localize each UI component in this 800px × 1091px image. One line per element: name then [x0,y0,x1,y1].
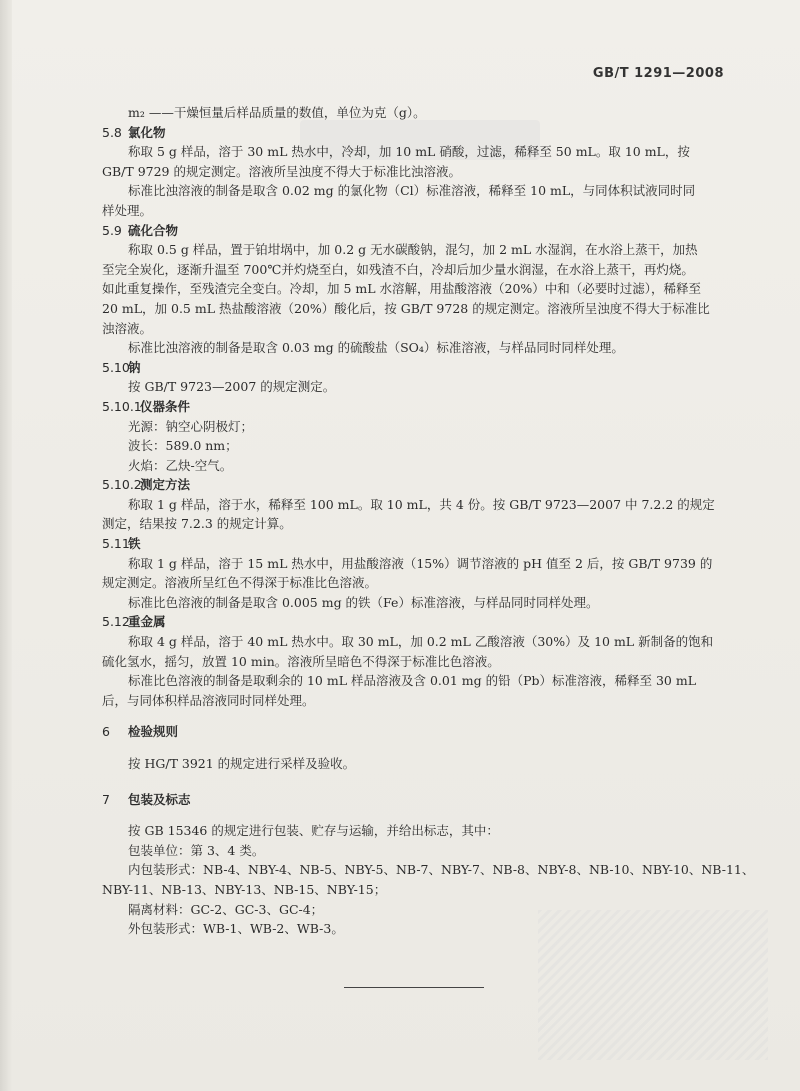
paragraph-line: 按 GB/T 9723—2007 的规定测定。 [128,379,336,395]
paragraph-line: 光源：钠空心阴极灯； [128,418,254,434]
paragraph-line: 波长：589.0 nm； [128,438,238,454]
paragraph-line: 样处理。 [102,202,153,218]
section-heading-5-10-2 [102,475,727,495]
paragraph-line: 称取 1 g 样品，溶于水，稀释至 100 mL。取 10 mL，共 4 份。按 GB/T 9723—2007 中 7.2.2 的规定 [128,496,715,512]
section-number: 5.10 [102,359,130,375]
paragraph-line: 称取 5 g 样品，溶于 30 mL 热水中，冷却，加 10 mL 硝酸，过滤，稀释至 50 mL。取 10 mL，按 [128,144,690,160]
chapter-heading-7 [102,790,727,810]
paragraph-line: 规定测定。溶液所呈红色不得深于标准比色溶液。 [102,575,378,591]
paragraph-line: 火焰：乙炔-空气。 [128,457,233,473]
paragraph-line: 外包装形式：WB-1、WB-2、WB-3。 [128,921,344,937]
section-number: 5.8 [102,124,122,140]
section-heading-5-10 [102,358,727,378]
section-number: 5.10.1 [102,398,142,414]
paragraph-line: 浊溶液。 [102,320,153,336]
symbol-definition: m₂ ——干燥恒量后样品质量的数值，单位为克（g）。 [128,105,426,120]
chapter-number: 6 [102,724,110,740]
section-number: 5.11 [102,536,130,552]
chapter-title: 包装及标志 [128,791,191,807]
paragraph-line: 20 mL，加 0.5 mL 热盐酸溶液（20%）酸化后，按 GB/T 9728 的规定测定。溶液所呈浊度不得大于标准比 [102,300,710,316]
section-heading-5-10-1 [102,397,727,417]
standard-code: GB/T 1291—2008 [592,66,724,81]
paragraph-line: 按 HG/T 3921 的规定进行采样及验收。 [128,756,356,771]
paragraph-line: 如此重复操作，至残渣完全变白。冷却，加 5 mL 水溶解，用盐酸溶液（20%）中和（必要时过滤），稀释至 [102,281,702,297]
section-number: 5.9 [102,222,122,238]
paragraph-line: 称取 1 g 样品，溶于 15 mL 热水中，用盐酸溶液（15%）调节溶液的 pH 值至 2 后，按 GB/T 9739 的 [128,555,713,571]
paragraph-line: NBY-11、NB-13、NBY-13、NB-15、NBY-15； [102,881,387,897]
paragraph-line: 称取 4 g 样品，溶于 40 mL 热水中。取 30 mL，加 0.2 mL 乙酸溶液（30%）及 10 mL 新制备的饱和 [128,634,714,650]
section-number: 5.12 [102,614,130,630]
paragraph-line: 标准比色溶液的制备是取剩余的 10 mL 样品溶液及含 0.01 mg 的铅（Pb）标准溶液，稀释至 30 mL [128,673,697,689]
section-title: 铁 [128,536,141,552]
paragraph-line: 包装单位：第 3、4 类。 [128,842,265,858]
chapter-title: 检验规则 [128,724,179,740]
section-title: 硫化合物 [128,222,179,238]
paragraph-line: 内包装形式：NB-4、NBY-4、NB-5、NBY-5、NB-7、NBY-7、NB-8、NBY-8、NB-10、NBY-10、NB-11、 [128,862,755,878]
chapter-heading-6 [102,722,727,742]
section-title: 氯化物 [128,124,166,140]
end-of-document-rule [344,987,484,988]
paragraph-line: GB/T 9729 的规定测定。溶液所呈浊度不得大于标准比浊溶液。 [102,163,461,179]
section-title: 测定方法 [140,477,191,493]
section-title: 钠 [128,359,141,375]
paragraph-line: 隔离材料：GC-2、GC-3、GC-4； [128,901,324,917]
section-heading-5-11 [102,534,727,554]
page-binding-edge [0,0,12,1091]
paragraph-line: 标准比浊溶液的制备是取含 0.03 mg 的硫酸盐（SO₄）标准溶液，与样品同时同样处理。 [128,340,624,356]
paragraph-line: 至完全炭化，逐渐升温至 700℃并灼烧至白，如残渣不白，冷却后加少量水润湿，在水浴上蒸干，再灼烧。 [102,261,694,277]
section-title: 仪器条件 [140,398,191,414]
section-heading-5-9 [102,221,727,241]
paragraph-line: 标准比色溶液的制备是取含 0.005 mg 的铁（Fe）标准溶液，与样品同时同样处理。 [128,594,599,610]
section-heading-5-12 [102,612,727,632]
paragraph-line: 标准比浊溶液的制备是取含 0.02 mg 的氯化物（Cl）标准溶液，稀释至 10 mL，与同体积试液同时同 [128,183,696,199]
paragraph-line: 后，与同体积样品溶液同时同样处理。 [102,692,315,708]
section-number: 5.10.2 [102,477,142,493]
document-body [102,103,755,939]
paragraph-line: 硫化氢水，摇匀，放置 10 min。溶液所呈暗色不得深于标准比色溶液。 [102,653,500,669]
section-title: 重金属 [128,614,166,630]
section-heading-5-8 [102,123,727,143]
paragraph-line: 测定，结果按 7.2.3 的规定计算。 [102,516,292,532]
paragraph-line: 称取 0.5 g 样品，置于铂坩埚中，加 0.2 g 无水碳酸钠，混匀，加 2 mL 水湿润，在水浴上蒸干，加热 [128,242,698,258]
paragraph-line: 按 GB 15346 的规定进行包装、贮存与运输，并给出标志，其中： [128,823,499,839]
chapter-number: 7 [102,791,110,807]
